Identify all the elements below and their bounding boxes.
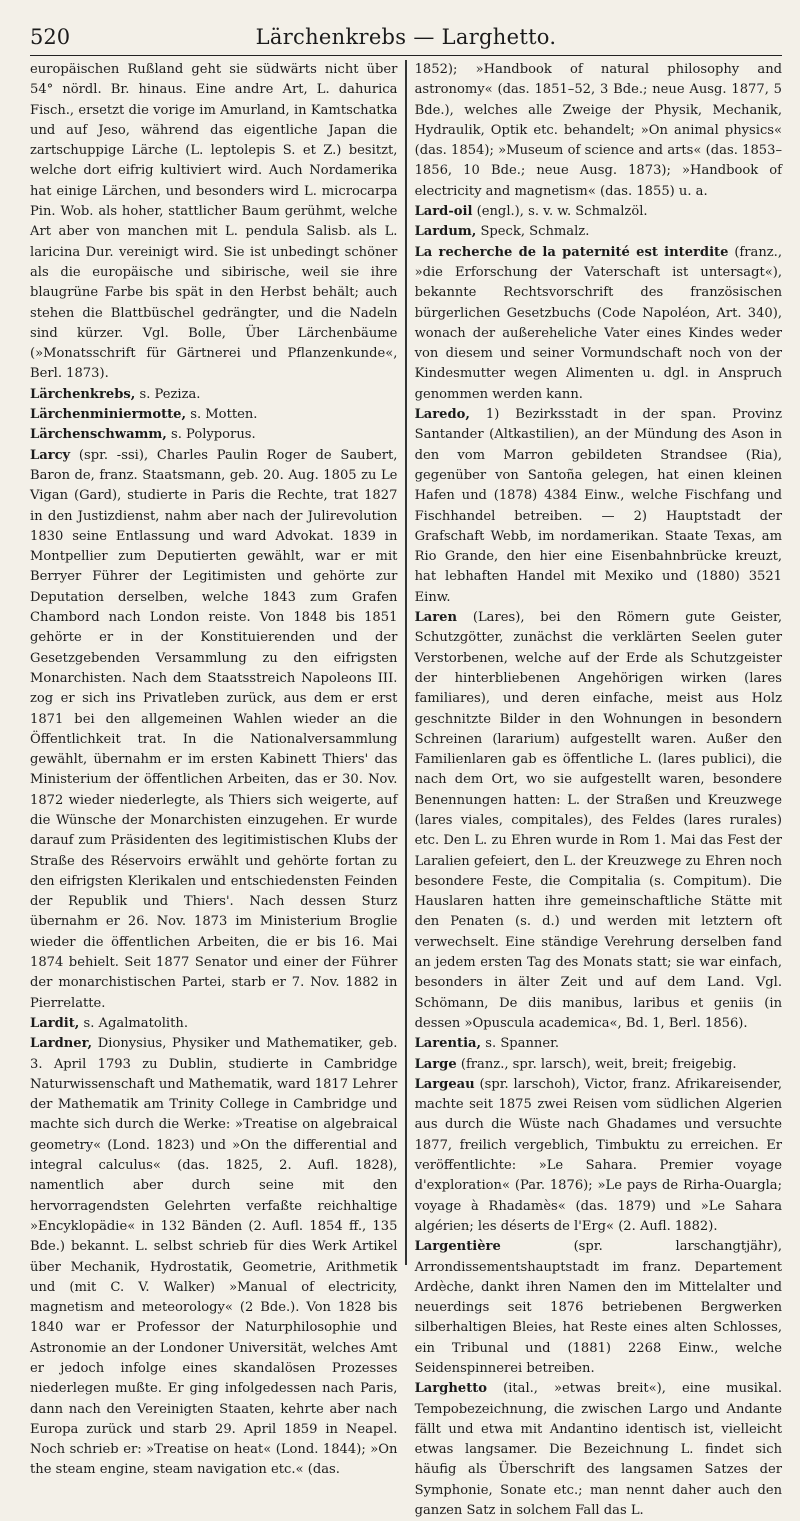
dictionary-entry: [415, 1075, 782, 1237]
entry-text: s. Agalmatolith.: [83, 1015, 188, 1031]
page-header: [30, 0, 782, 56]
entry-headword: Larentia,: [414, 1036, 482, 1052]
dictionary-entry: [30, 405, 397, 425]
entry-text: Dionysius, Physiker und Mathematiker, geb. 3. April 1793 zu Dublin, studierte in Cambridge Naturwissenschaft und Mathematik, ward 1817 Lehrer der Mathematik am Trinity College in Cambridge und machte sich durch die Werke: »Treatise on algebraical geometry« (Lond. 1823) und »On the differential and integral calculus« (das. 1825, 2. Aufl. 1828), namentlich aber durch seine mit den hervorragendsten Gelehrten verfaßte reichhaltige »Encyklopädie« in 132 Bänden (2. Aufl. 1854 ff., 135 Bde.) bekannt. L. selbst schrieb für dies Werk Artikel über Mechanik, Hydrostatik, Geometrie, Arithmetik und (mit C. V. Walker) »Manual of electricity, magnetism and meteorology« (2 Bde.). Von 1828 bis 1840 war er Professor der Naturphilosophie und Astronomie an der Londoner Universität, welches Amt er jedoch infolge eines skandalösen Prozesses niederlegen mußte. Er ging infolgedessen nach Paris, dann nach den Vereinigten Staaten, kehrte aber nach Europa zurück und starb 29. April 1859 in Neapel. Noch schrieb er: »Treatise on heat« (Lond. 1844); »On the steam engine, steam navigation etc.« (das.: [30, 1036, 398, 1478]
entry-text: (franz., spr. larsch), weit, breit; freigebig.: [460, 1056, 737, 1072]
dictionary-entry: [30, 1034, 397, 1481]
entry-text: 1) Bezirksstadt in der span. Provinz Santander (Altkastilien), an der Mündung des Ason in den vom Marron gebildeten Strandsee (Ria), gegenüber von Santoña gelegen, hat einen kleinen Hafen und (1878) 4384 Einw., welche Fischfang und Fischhandel betreiben. — 2) Hauptstadt der Grafschaft Webb, im nordamerikan. Staate Texas, am Rio Grande, den hier eine Eisenbahnbrücke kreuzt, hat lebhaften Handel mit Mexiko und (1880) 3521 Einw.: [414, 407, 783, 605]
entry-headword: Lard-oil: [414, 204, 473, 220]
dictionary-entry: [30, 446, 397, 1014]
dictionary-entry: [415, 60, 782, 202]
entry-headword: Laredo,: [414, 407, 470, 423]
dictionary-entry: [415, 1055, 782, 1075]
entry-text: (ital., »etwas breit«), eine musikal. Tempobezeichnung, die zwischen Largo und Andante fällt und etwa mit Andantino identisch ist, vielleicht etwas langsamer. Die Bezeichnung L. findet sich häufig als Überschrift des langsamen Satzes der Symphonie, Sonate etc.; man nennt daher auch den ganzen Satz in solchem Fall das L.: [414, 1381, 783, 1519]
dictionary-entry: [30, 385, 397, 405]
dictionary-entry: [30, 1014, 397, 1034]
dictionary-entry: [30, 60, 397, 385]
entry-headword: Large: [414, 1056, 457, 1072]
entry-headword: Laren: [414, 610, 458, 626]
entry-text: (Lares), bei den Römern gute Geister, Schutzgötter, zunächst die verklärten Seelen guter Verstorbenen, welche auf der Erde als Schutzgeister der hinterbliebenen Angehörigen wirken (lares familiares), und deren einfache, meist aus Holz geschnitzte Bilder in den Wohnungen in besondern Schreinen (lararium) aufgestellt waren. Außer den Familienlaren gab es öffentliche L. (lares publici), die nach dem Ort, wo sie aufgestellt waren, besondere Benennungen hatten: L. der Straßen und Kreuzwege (lares viales, compitales), des Feldes (lares rurales) etc. Den L. zu Ehren wurde in Rom 1. Mai das Fest der Laralien gefeiert, den L. der Kreuzwege zu Ehren noch besondere Feste, die Compitalia (s. Compitum). Die Hauslaren hatten ihre gemeinschaftliche Stätte mit den Penaten (s. d.) und werden mit letztern oft verwechselt. Eine ständige Verehrung derselben fand an jedem ersten Tag des Monats statt; sie war einfach, besonders in älter Zeit und auf dem Land. Vgl. Schömann, De diis manibus, laribus et geniis (in dessen »Opuscula academica«, Bd. 1, Berl. 1856).: [414, 610, 783, 1031]
entry-headword: La recherche de la paternité est interdite: [414, 244, 729, 260]
entry-text: europäischen Rußland geht sie südwärts nicht über 54° nördl. Br. hinaus. Eine andre Art, L. dahurica Fisch., ersetzt die vorige im Amurland, in Kamtschatka und auf Jeso, während das eigentliche Japan die zartschuppige Lärche (L. leptolepis S. et Z.) besitzt, welche dort eifrig kultiviert wird. Auch Nordamerika hat einige Lärchen, und besonders wird L. microcarpa Pin. Wob. als hoher, stattlicher Baum gerühmt, welche Art aber von manchen mit L. pendula Salisb. als L. laricina Dur. vereinigt wird. Sie ist unbedingt schöner als die europäische und sibirische, weil sie ihre blaugrüne Farbe bis spät in den Herbst behält; auch stehen die Blattbüschel gedrängter, und die Nadeln sind kürzer. Vgl. Bolle, Über Lärchenbäume (»Monatsschrift für Gärtnerei und Pflanzenkunde«, Berl. 1873).: [30, 62, 398, 382]
entry-headword: Larcy: [30, 447, 71, 463]
dictionary-entry: [415, 1237, 782, 1379]
entry-text: (franz., »die Erforschung der Vaterschaft ist untersagt«), bekannte Rechtsvorschrift des französischen bürgerlichen Gesetzbuchs (Code Napoléon, Art. 340), wonach der außereheliche Vater eines Kindes weder von diesem und seiner Vormundschaft noch von der Kindesmutter wegen Alimenten u. dgl. in Anspruch genommen werden kann.: [414, 244, 783, 402]
entry-text: Speck, Schmalz.: [480, 224, 590, 240]
entry-text: (spr. -ssi), Charles Paulin Roger de Saubert, Baron de, franz. Staatsmann, geb. 20. Aug. 1805 zu Le Vigan (Gard), studierte in Paris die Rechte, trat 1827 in den Justizdienst, nahm aber nach der Julirevolution 1830 seine Entlassung und ward Advokat. 1839 in Montpellier zum Deputierten gewählt, war er mit Berryer Führer der Legitimisten und gehörte zur Deputation derselben, welche 1843 zum Grafen Chambord nach London reiste. Von 1848 bis 1851 gehörte er in der Konstituierenden und der Gesetzgebenden Versammlung zu den eifrigsten Monarchisten. Nach dem Staatsstreich Napoleons III. zog er sich ins Privatleben zurück, aus dem er erst 1871 bei den allgemeinen Wahlen wieder an die Öffentlichkeit trat. In die Nationalversammlung gewählt, übernahm er im ersten Kabinett Thiers' das Ministerium der öffentlichen Arbeiten, das er 30. Nov. 1872 wieder niederlegte, als Thiers sich weigerte, auf die Wünsche der Monarchisten einzugehen. Er wurde darauf zum Präsidenten des legitimistischen Klubs der Straße des Réservoirs erwählt und gehörte fortan zu den eifrigsten Klerikalen und entschiedensten Feinden der Republik und Thiers'. Nach dessen Sturz übernahm er 26. Nov. 1873 im Ministerium Broglie wieder die öffentlichen Arbeiten, die er bis 16. Mai 1874 behielt. Seit 1877 Senator und einer der Führer der monarchistischen Partei, starb er 7. Nov. 1882 in Pierrelatte.: [30, 447, 398, 1011]
entry-headword: Lardit,: [30, 1015, 80, 1031]
dictionary-entry: [415, 1034, 782, 1054]
entry-text: s. Peziza.: [139, 386, 201, 402]
entry-headword: Lärchenkrebs,: [30, 386, 136, 402]
right-column: [407, 60, 783, 1519]
running-title: Lärchenkrebs — Larghetto.: [255, 25, 557, 49]
entry-text: (engl.), s. v. w. Schmalzöl.: [476, 204, 648, 220]
entry-headword: Lardner,: [30, 1036, 93, 1052]
dictionary-entry: [415, 222, 782, 242]
text-columns: [30, 60, 783, 1519]
dictionary-entry: [415, 405, 782, 608]
dictionary-entry: [30, 425, 397, 445]
entry-headword: Larghetto: [414, 1381, 488, 1397]
entry-headword: Lärchenschwamm,: [30, 427, 167, 443]
entry-text: s. Motten.: [190, 407, 258, 423]
entry-headword: Largeau: [414, 1076, 475, 1092]
entry-headword: Largentière: [414, 1239, 501, 1255]
dictionary-entry: [415, 202, 782, 222]
entry-text: (spr. larschoh), Victor, franz. Afrikareisender, machte seit 1875 zwei Reisen vom südlichen Algerien aus durch die Wüste nach Ghadames und versuchte 1877, freilich vergeblich, Timbuktu zu erreichen. Er veröffentlichte: »Le Sahara. Premier voyage d'exploration« (Par. 1876); »Le pays de Rirha-Ouargla; voyage à Rhadamès« (das. 1879) und »Le Sahara algérien; les déserts de l'Erg« (2. Aufl. 1882).: [414, 1076, 783, 1234]
entry-headword: Lärchenminiermotte,: [30, 407, 187, 423]
dictionary-entry: [415, 608, 782, 1034]
page-number: 520: [30, 25, 71, 49]
entry-text: 1852); »Handbook of natural philosophy and astronomy« (das. 1851–52, 3 Bde.; neue Ausg. 1877, 5 Bde.), welches alle Zweige der Physik, Mechanik, Hydraulik, Optik etc. behandelt; »On animal physics« (das. 1854); »Museum of science and arts« (das. 1853–1856, 10 Bde.; neue Ausg. 1873); »Handbook of electricity and magnetism« (das. 1855) u. a.: [414, 62, 783, 199]
left-column: [30, 60, 405, 1478]
dictionary-entry: [415, 1379, 782, 1521]
entry-headword: Lardum,: [414, 224, 477, 240]
entry-text: s. Polyporus.: [171, 427, 256, 443]
dictionary-entry: [415, 243, 782, 405]
entry-text: (spr. larschangtjähr), Arrondissementshauptstadt im franz. Departement Ardèche, dankt ihren Namen den im Mittelalter und neuerdings seit 1876 betriebenen Bergwerken silberhaltigen Bleies, hat Reste eines alten Schlosses, ein Tribunal und (1881) 2268 Einw., welche Seidenspinnerei betreiben.: [414, 1239, 783, 1376]
entry-text: s. Spanner.: [485, 1036, 560, 1052]
